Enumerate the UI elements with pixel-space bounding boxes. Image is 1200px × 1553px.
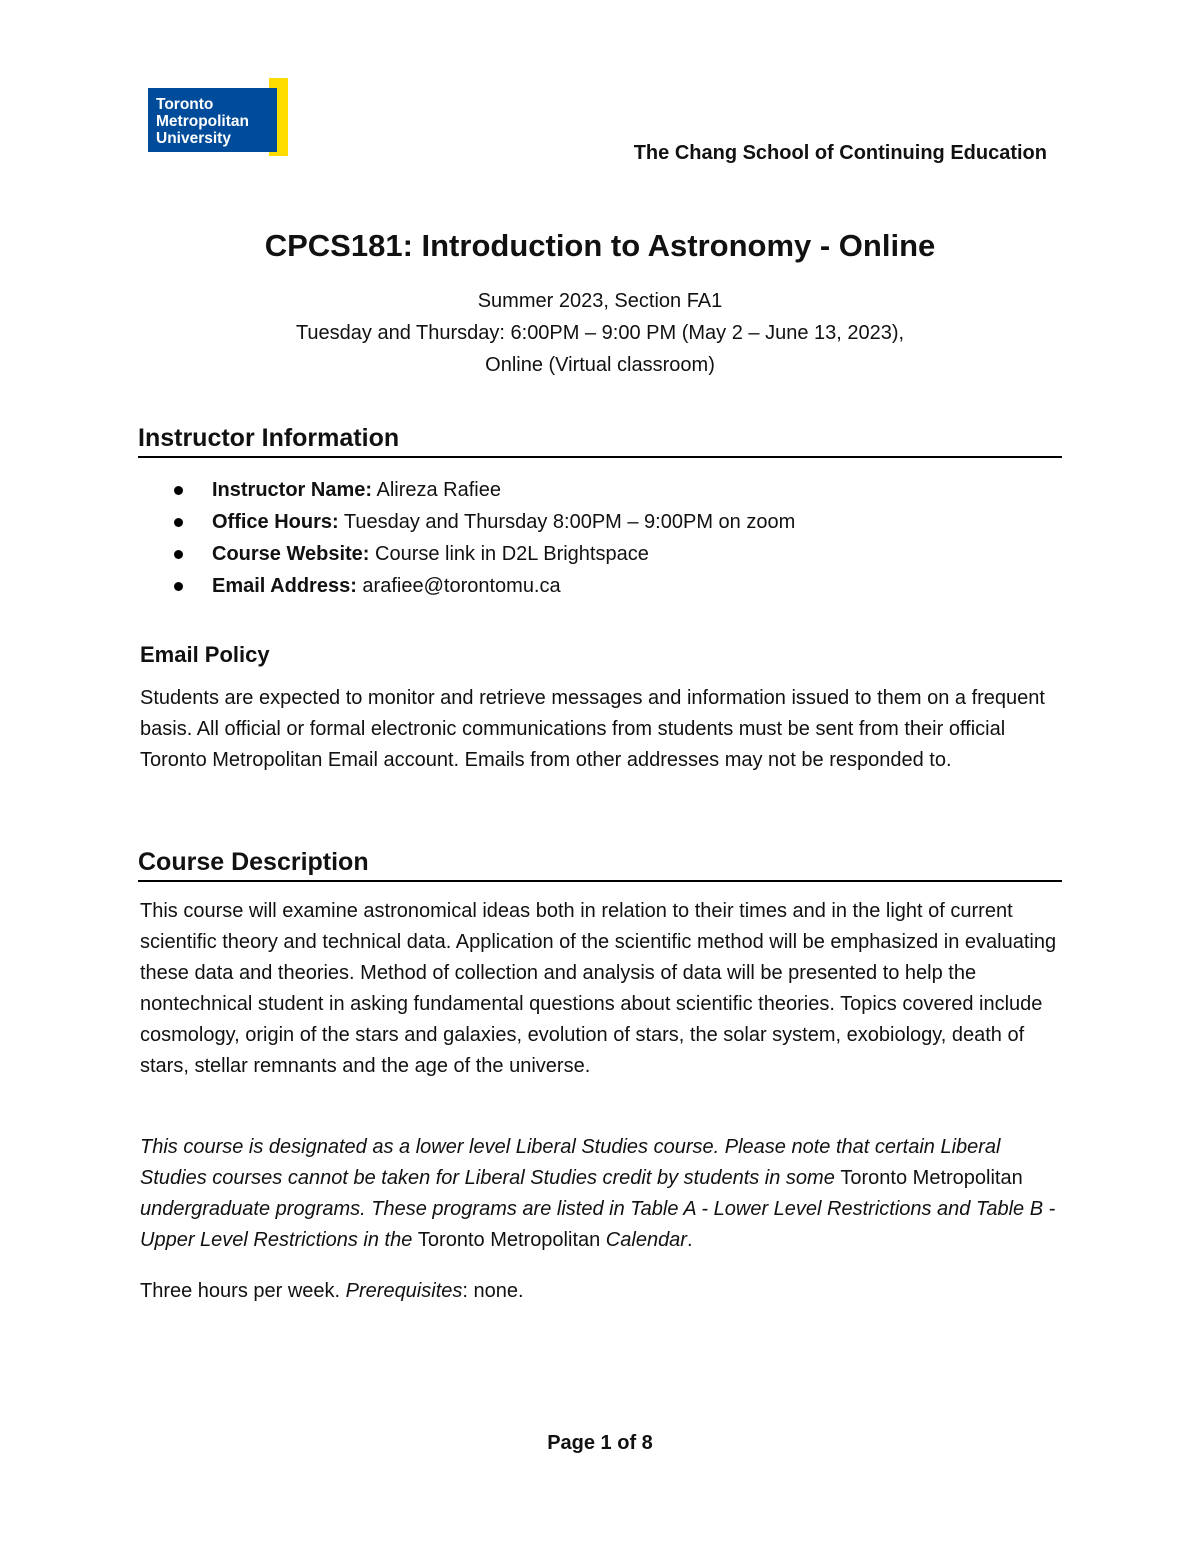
note-part: This course is designated as a lower level Liberal Studies course. Please note that certain Liberal Studies courses cannot be taken for Liberal Studies credit by students in some — [140, 1136, 1001, 1189]
item-label: Email Address: — [212, 575, 357, 597]
bullet-icon — [174, 582, 183, 591]
item-value: Course link in D2L Brightspace — [369, 543, 649, 565]
list-item — [172, 574, 795, 606]
logo-line-1: Toronto — [156, 96, 214, 113]
university-logo — [148, 78, 288, 156]
note-part: Calendar — [600, 1229, 687, 1251]
note-part: Toronto Metropolitan — [840, 1167, 1023, 1189]
item-label: Instructor Name: — [212, 479, 373, 501]
liberal-studies-note — [140, 1132, 1060, 1256]
email-policy-text: Students are expected to monitor and retrieve messages and information issued to them on a frequent basis. All official or formal electronic communications from students must be sent from their official Toronto Metropolitan Email account. Emails from other addresses may not be responded to. — [140, 687, 1045, 771]
school-name: The Chang School of Continuing Education — [633, 142, 1047, 164]
list-item — [172, 542, 795, 574]
note-part: Toronto Metropolitan — [417, 1229, 601, 1251]
hours-prerequisites — [140, 1276, 1060, 1307]
item-value: Tuesday and Thursday 8:00PM – 9:00PM on zoom — [338, 511, 796, 533]
bullet-icon — [174, 550, 183, 559]
prerequisites-value: : none. — [462, 1280, 524, 1302]
list-item — [172, 478, 795, 510]
bullet-icon — [174, 486, 183, 495]
item-label: Course Website: — [212, 543, 370, 565]
course-schedule: Tuesday and Thursday: 6:00PM – 9:00 PM (May 2 – June 13, 2023), — [295, 322, 905, 344]
page-number: Page 1 of 8 — [547, 1432, 653, 1454]
logo-wordmark — [148, 88, 277, 152]
email-link[interactable]: arafiee@torontomu.ca — [356, 575, 561, 597]
email-policy-heading: Email Policy — [140, 642, 270, 667]
course-location: Online (Virtual classroom) — [485, 354, 715, 376]
logo-line-2: Metropolitan — [156, 113, 249, 130]
logo-line-3: University — [156, 130, 231, 147]
prerequisites-label: Prerequisites — [345, 1280, 463, 1302]
course-description-text: This course will examine astronomical ideas both in relation to their times and in the light of current scientific theory and technical data. Application of the scientific method will be emphasized in evaluating these data and theories. Method of collection and analysis of data will be presented to help the nontechnical student in asking fundamental questions about scientific theories. Topics covered include cosmology, origin of the stars and galaxies, evolution of stars, the solar system, exobiology, death of stars, stellar remnants and the age of the universe. — [140, 900, 1057, 1077]
note-part: . — [686, 1229, 693, 1251]
hours-text: Three hours per week. — [140, 1280, 346, 1302]
course-description-heading: Course Description — [138, 848, 1062, 882]
instructor-heading: Instructor Information — [138, 424, 1062, 458]
course-title: CPCS181: Introduction to Astronomy - Online — [264, 228, 936, 263]
item-value: Alireza Rafiee — [372, 479, 501, 501]
bullet-icon — [174, 518, 183, 527]
course-term: Summer 2023, Section FA1 — [477, 290, 723, 312]
list-item — [172, 510, 795, 542]
instructor-info-list — [172, 478, 795, 606]
note-part: undergraduate programs. These programs are listed in Table A - Lower Level Restrictions and Table B - Upper Level Restrictions in the — [140, 1198, 1056, 1251]
item-label: Office Hours: — [212, 511, 339, 533]
